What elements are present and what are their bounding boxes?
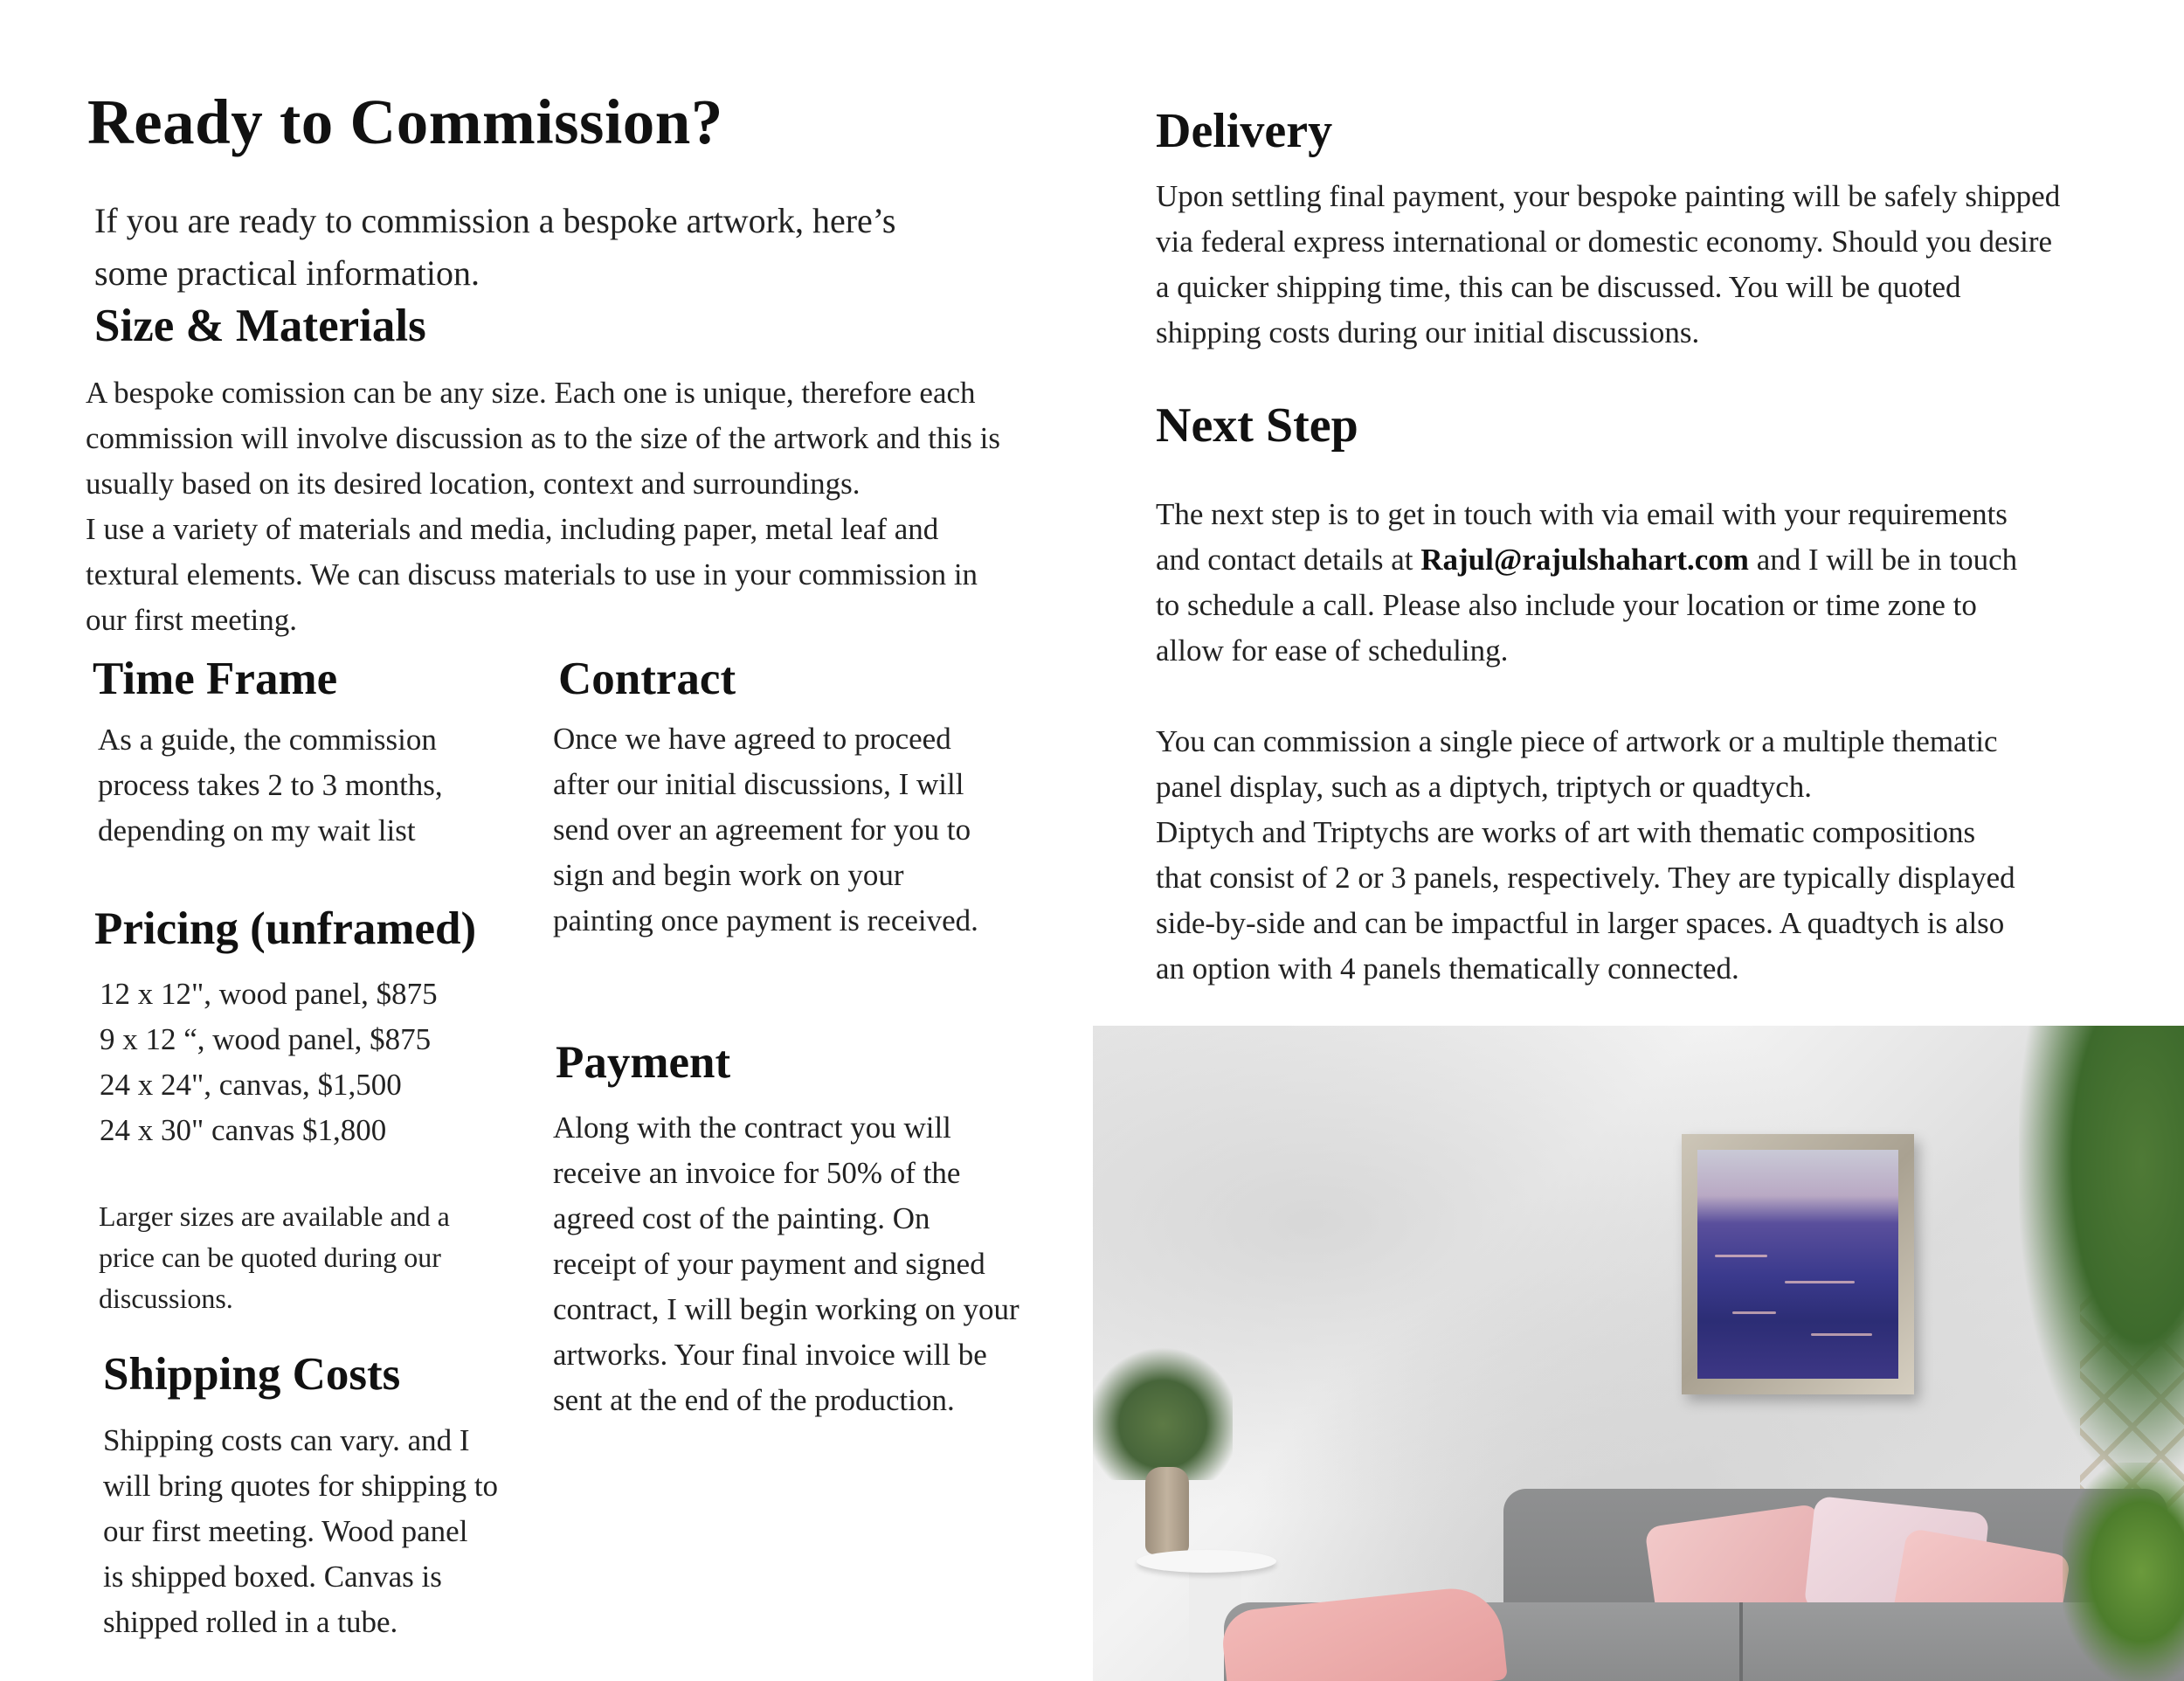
panel-line: side-by-side and can be impactful in larger spaces. A quadtych is also [1156,906,2005,940]
shipping-line: is shipped boxed. Canvas is [103,1560,442,1594]
contact-post: and I will be in touch [1748,543,2018,577]
price-item: 24 x 24", canvas, $1,500 [100,1068,402,1102]
next-step-line: The next step is to get in touch with via email with your requirements [1156,497,2008,531]
size-materials-line: usually based on its desired location, context and surroundings. [86,467,860,501]
delivery-line: a quicker shipping time, this can be discussed. You will be quoted [1156,270,1961,304]
framed-painting [1682,1134,1914,1394]
email-link[interactable]: Rajul@rajulshahart.com [1420,543,1749,577]
panel-line: panel display, such as a diptych, triptych or quadtych. [1156,770,1813,804]
size-materials-heading: Size & Materials [94,301,426,351]
time-frame-line: depending on my wait list [98,813,416,847]
payment-heading: Payment [556,1037,731,1088]
payment-line: receipt of your payment and signed [553,1247,985,1281]
time-frame-line: As a guide, the commission [98,723,437,757]
next-step-text [1156,492,2017,674]
price-item: 24 x 30" canvas $1,800 [100,1113,387,1147]
pricing-note [99,1196,450,1319]
payment-text [553,1105,1019,1423]
panel-display-text [1156,719,2015,992]
contract-line: painting once payment is received. [553,903,978,937]
flower-plant-icon [1093,1340,1233,1480]
potted-plant-icon [2063,1463,2184,1681]
size-materials-line: A bespoke comission can be any size. Each one is unique, therefore each [86,376,976,410]
contract-line: after our initial discussions, I will [553,767,964,801]
intro-line: some practical information. [94,253,480,293]
shipping-costs-heading: Shipping Costs [103,1349,401,1400]
delivery-line: shipping costs during our initial discussions. [1156,315,1700,349]
time-frame-text [98,717,443,854]
painting-glint [1732,1311,1776,1314]
shipping-line: shipped rolled in a tube. [103,1605,398,1639]
painting-glint [1811,1333,1872,1336]
contract-line: Once we have agreed to proceed [553,722,951,756]
size-materials-line: I use a variety of materials and media, including paper, metal leaf and [86,512,939,546]
shipping-line: will bring quotes for shipping to [103,1469,499,1503]
next-step-heading: Next Step [1156,398,1358,453]
intro-line: If you are ready to commission a bespoke artwork, here’s [94,201,896,240]
contract-heading: Contract [558,654,736,704]
hanging-plant-icon [2019,1026,2184,1480]
time-frame-line: process takes 2 to 3 months, [98,768,443,802]
painting-glint [1715,1255,1767,1257]
payment-line: artworks. Your final invoice will be [553,1338,987,1372]
sofa-cushion-divider [1739,1602,1743,1681]
shipping-line: our first meeting. Wood panel [103,1514,468,1548]
delivery-line: via federal express international or domestic economy. Should you desire [1156,225,2053,259]
pricing-note-line: price can be quoted during our [99,1242,441,1273]
size-materials-line: our first meeting. [86,603,298,637]
panel-line: You can commission a single piece of artwork or a multiple thematic [1156,724,1998,758]
shipping-line: Shipping costs can vary. and I [103,1423,470,1457]
seascape-painting [1697,1150,1898,1379]
payment-line: sent at the end of the production. [553,1383,955,1417]
contract-line: send over an agreement for you to [553,813,971,847]
contract-text [553,716,978,944]
size-materials-line: textural elements. We can discuss materials to use in your commission in [86,557,978,591]
vase-icon [1145,1467,1189,1554]
pricing-list [100,972,438,1153]
price-item: 9 x 12 “, wood panel, $875 [100,1022,432,1056]
panel-line: an option with 4 panels thematically connected. [1156,951,1739,986]
delivery-line: Upon settling final payment, your bespoke painting will be safely shipped [1156,179,2061,213]
contract-line: sign and begin work on your [553,858,904,892]
room-interior-photo [1093,1026,2184,1681]
next-step-line: allow for ease of scheduling. [1156,633,1509,668]
shipping-costs-text [103,1418,498,1645]
payment-line: receive an invoice for 50% of the [553,1156,961,1190]
contact-pre: and contact details at [1156,543,1421,577]
intro-text [94,195,895,300]
next-step-contact-line [1156,537,2017,583]
delivery-heading: Delivery [1156,104,1333,158]
time-frame-heading: Time Frame [93,654,338,704]
pricing-heading: Pricing (unframed) [94,903,477,954]
next-step-line: to schedule a call. Please also include your location or time zone to [1156,588,1977,622]
pricing-note-line: Larger sizes are available and a [99,1200,450,1232]
pricing-note-line: discussions. [99,1283,233,1314]
side-table [1137,1550,1276,1573]
page-title: Ready to Commission? [87,86,723,157]
size-materials-line: commission will involve discussion as to the size of the artwork and this is [86,421,1000,455]
payment-line: agreed cost of the painting. On [553,1201,930,1235]
panel-line: Diptych and Triptychs are works of art with thematic compositions [1156,815,1976,849]
size-materials-text [86,370,1000,643]
price-item: 12 x 12", wood panel, $875 [100,977,438,1011]
delivery-text [1156,174,2060,356]
payment-line: contract, I will begin working on your [553,1292,1019,1326]
payment-line: Along with the contract you will [553,1110,951,1145]
panel-line: that consist of 2 or 3 panels, respectively. They are typically displayed [1156,861,2015,895]
painting-glint [1785,1281,1855,1283]
